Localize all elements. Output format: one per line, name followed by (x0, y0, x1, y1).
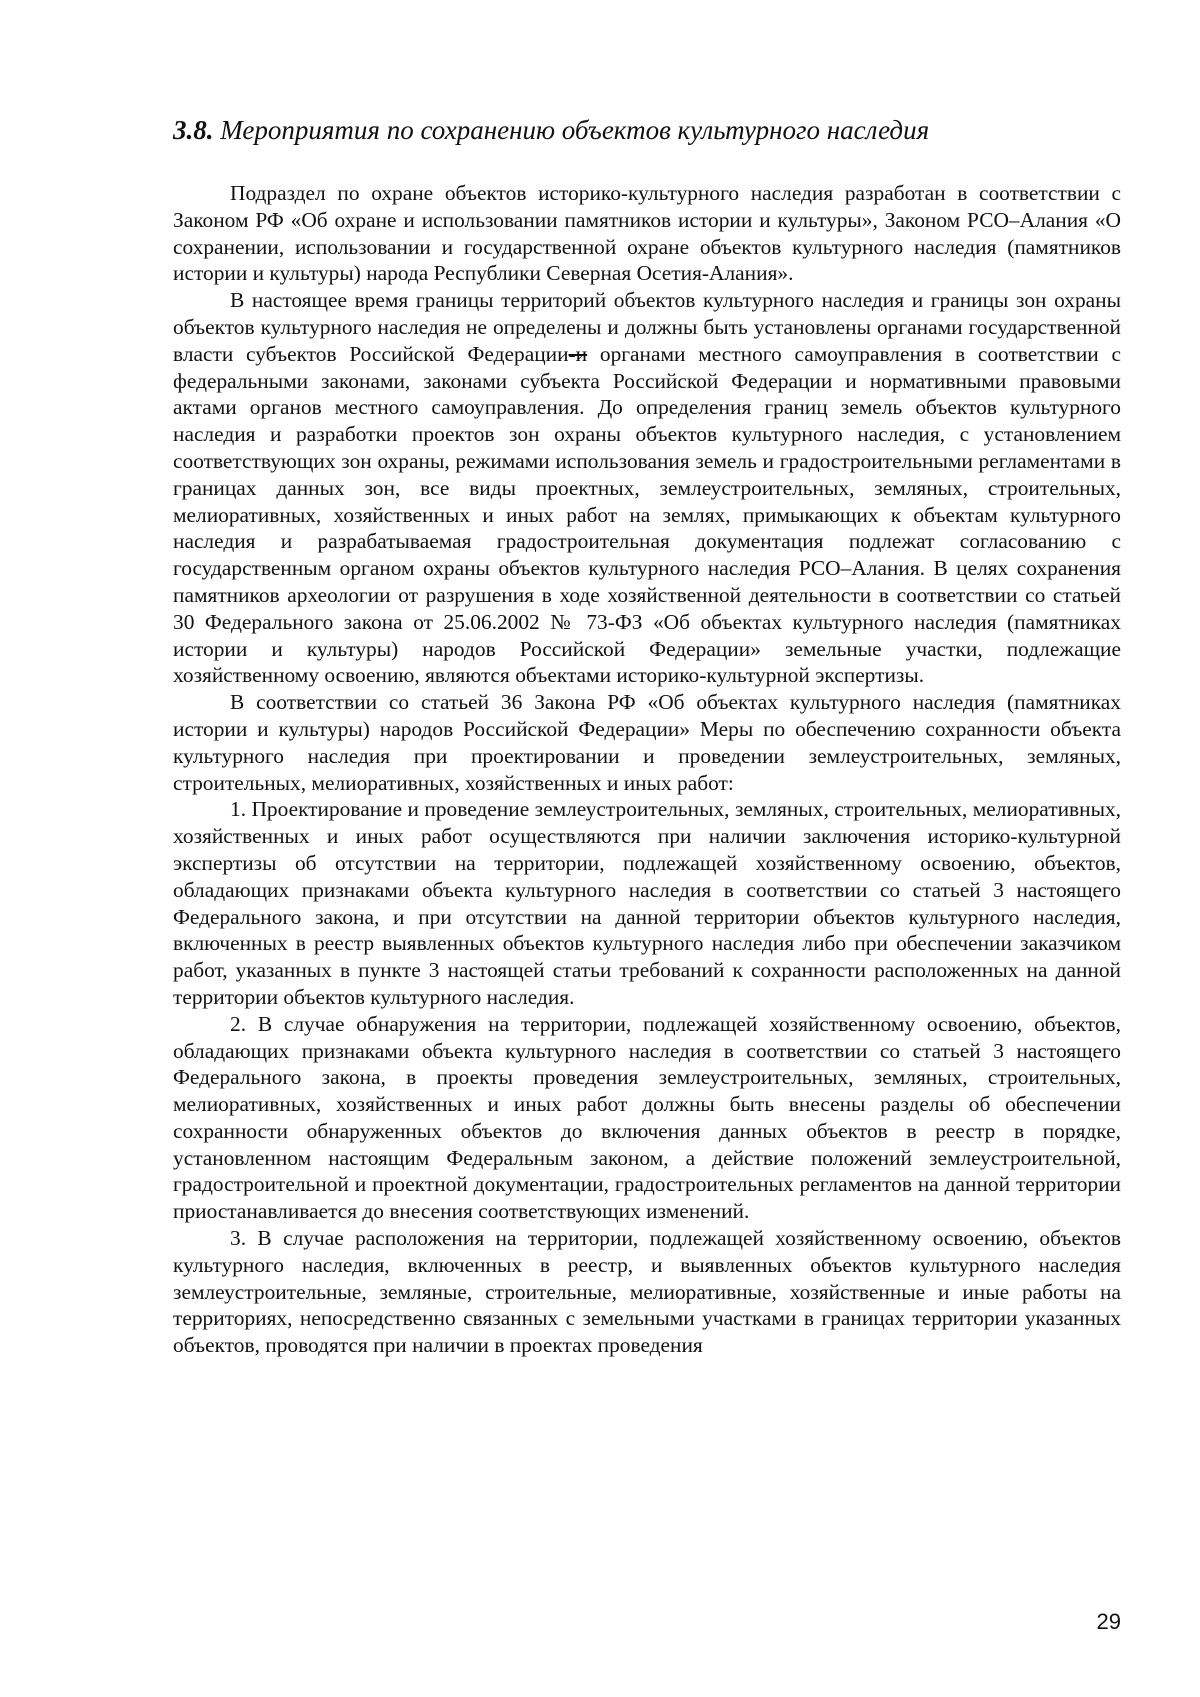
paragraph-item-2: 2. В случае обнаружения на территории, подлежащей хозяйственному освоению, объектов, обладающих признаками объекта культурного наследия в соответствии со статьей 3 настоящего Федерального закона, в проекты проведения землеустроительных, земляных, строительных, мелиоративных, хозяйственных и иных работ должны быть внесены разделы об обеспечении сохранности обнаруженных объектов до включения данных объектов в реестр в порядке, установленном настоящим Федеральным законом, а действие положений землеустроительной, градостроительной и проектной документации, градостроительных регламентов на данной территории приостанавливается до внесения соответствующих изменений. (173, 1011, 1121, 1224)
paragraph-boundaries (173, 287, 1121, 689)
section-number: 3.8. (173, 115, 214, 145)
document-page (173, 0, 1121, 1697)
paragraph-boundaries-text-2: органами местного самоуправления в соответствии с федеральными законами, законами субъекта Российской Федерации и нормативными правовыми актами органов местного самоуправления. До определения границ земель объектов культурного наследия и разработки проектов зон охраны объектов культурного наследия, с установлением соответствующих зон охраны, режимами использования земель и градостроительными регламентами в границах данных зон, все виды проектных, землеустроительных, земляных, строительных, мелиоративных, хозяйственных и иных работ на землях, примыкающих к объектам культурного наследия и разрабатываемая градостроительная документация подлежат согласованию с государственным органом охраны объектов культурного наследия РСО–Алания. В целях сохранения памятников археологии от разрушения в ходе хозяйственной деятельности в соответствии со статьей 30 Федерального закона от 25.06.2002 № 73-ФЗ «Об объектах культурного наследия (памятниках истории и культуры) народов Российской Федерации» земельные участки, подлежащие хозяйственному освоению, являются объектами историко-культурной экспертизы. (173, 341, 1121, 688)
document-body (173, 180, 1121, 1359)
paragraph-item-3: 3. В случае расположения на территории, подлежащей хозяйственному освоению, объектов культурного наследия, включенных в реестр, и выявленных объектов культурного наследия землеустроительные, земляные, строительные, мелиоративные, хозяйственные и иные работы на территориях, непосредственно связанных с земельными участками в границах территории указанных объектов, проводятся при наличии в проектах проведения (173, 1226, 1121, 1358)
paragraph-intro: Подраздел по охране объектов историко-культурного наследия разработан в соответствии с Законом РФ «Об охране и использовании памятников истории и культуры», Законом РСО–Алания «О сохранении, использовании и государственной охране объектов культурного наследия (памятников истории и культуры) народа Республики Северная Осетия-Алания». (173, 181, 1121, 286)
paragraph-article-36: В соответствии со статьей 36 Закона РФ «Об объектах культурного наследия (памятниках истории и культуры) народов Российской Федерации» Меры по обеспечению сохранности объекта культурного наследия при проектировании и проведении землеустроительных, земляных, строительных, мелиоративных, хозяйственных и иных работ: (173, 690, 1121, 795)
paragraph-item-1: 1. Проектирование и проведение землеустроительных, земляных, строительных, мелиоративных, хозяйственных и иных работ осуществляются при наличии заключения историко-культурной экспертизы об отсутствии на территории, подлежащей хозяйственному освоению, объектов, обладающих признаками объекта культурного наследия в соответствии со статьей 3 настоящего Федерального закона, и при отсутствии на данной территории объектов культурного наследия, включенных в реестр выявленных объектов культурного наследия либо при обеспечении заказчиком работ, указанных в пункте 3 настоящей статьи требований к сохранности расположенных на данной территории объектов культурного наследия. (173, 797, 1121, 1009)
struck-text: -и (568, 341, 588, 366)
page-number: 29 (1096, 1609, 1121, 1634)
section-heading (173, 113, 1121, 147)
paragraph-boundaries-text-1: В настоящее время границы территорий объектов культурного наследия и границы зон охраны объектов культурного наследия не определены и должны быть установлены органами государственной власти субъектов Российской Федерации (173, 288, 1121, 366)
section-title: Мероприятия по сохранению объектов культурного наследия (220, 115, 930, 145)
